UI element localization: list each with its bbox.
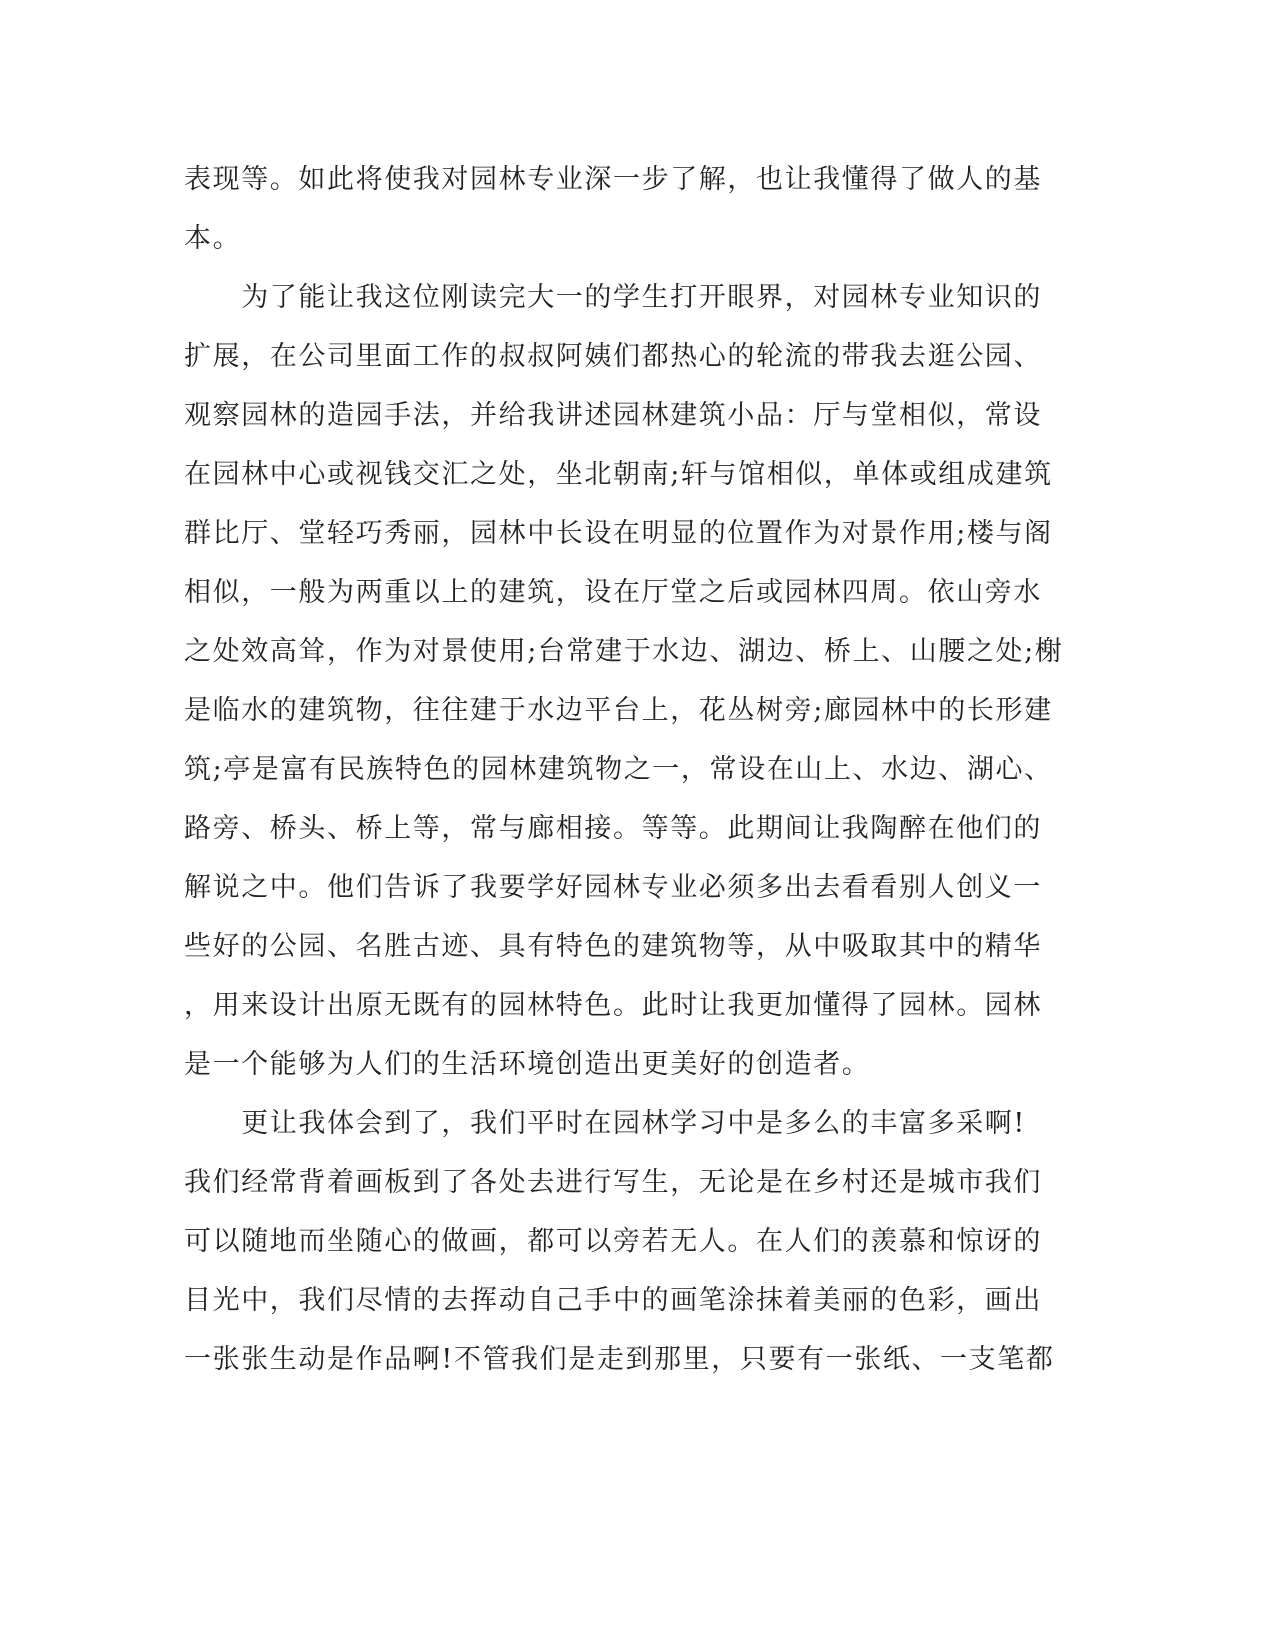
text-line: 群比厅、堂轻巧秀丽，园林中长设在明显的位置作为对景作用;楼与阁 <box>184 518 1053 549</box>
text-line: 目光中，我们尽情的去挥动自己手中的画笔涂抹着美丽的色彩，画出 <box>184 1285 1042 1316</box>
text-line: 为了能让我这位刚读完大一的学生打开眼界，对园林专业知识的 <box>184 282 1042 313</box>
text-line: 更让我体会到了，我们平时在园林学习中是多么的丰富多采啊! <box>184 1108 1026 1139</box>
text-line: 可以随地而坐随心的做画，都可以旁若无人。在人们的羡慕和惊讶的 <box>184 1226 1042 1257</box>
text-line: 解说之中。他们告诉了我要学好园林专业必须多出去看看别人创义一 <box>184 872 1042 903</box>
text-line: 筑;亭是富有民族特色的园林建筑物之一，常设在山上、水边、湖心、 <box>184 754 1053 785</box>
text-line: 之处效高耸，作为对景使用;台常建于水边、湖边、桥上、山腰之处;榭 <box>184 636 1064 667</box>
text-line: 路旁、桥头、桥上等，常与廊相接。等等。此期间让我陶醉在他们的 <box>184 813 1042 844</box>
body-text <box>184 150 1064 1389</box>
text-line: 观察园林的造园手法，并给我讲述园林建筑小品：厅与堂相似，常设 <box>184 400 1042 431</box>
text-line: 本。 <box>184 223 242 254</box>
text-line: 相似，一般为两重以上的建筑，设在厅堂之后或园林四周。依山旁水 <box>184 577 1042 608</box>
text-line: 表现等。如此将使我对园林专业深一步了解，也让我懂得了做人的基 <box>184 164 1042 195</box>
text-line: 一张张生动是作品啊!不管我们是走到那里，只要有一张纸、一支笔都 <box>184 1344 1055 1375</box>
text-line: 我们经常背着画板到了各处去进行写生，无论是在乡村还是城市我们 <box>184 1167 1042 1198</box>
text-line: 在园林中心或视钱交汇之处，坐北朝南;轩与馆相似，单体或组成建筑 <box>184 459 1053 490</box>
text-line: 扩展，在公司里面工作的叔叔阿姨们都热心的轮流的带我去逛公园、 <box>184 341 1042 372</box>
text-line: 是临水的建筑物，往往建于水边平台上，花丛树旁;廊园林中的长形建 <box>184 695 1053 726</box>
text-line: 是一个能够为人们的生活环境创造出更美好的创造者。 <box>184 1049 871 1080</box>
text-line: 些好的公园、名胜古迹、具有特色的建筑物等，从中吸取其中的精华 <box>184 931 1042 962</box>
text-line: ，用来设计出原无既有的园林特色。此时让我更加懂得了园林。园林 <box>184 990 1042 1021</box>
